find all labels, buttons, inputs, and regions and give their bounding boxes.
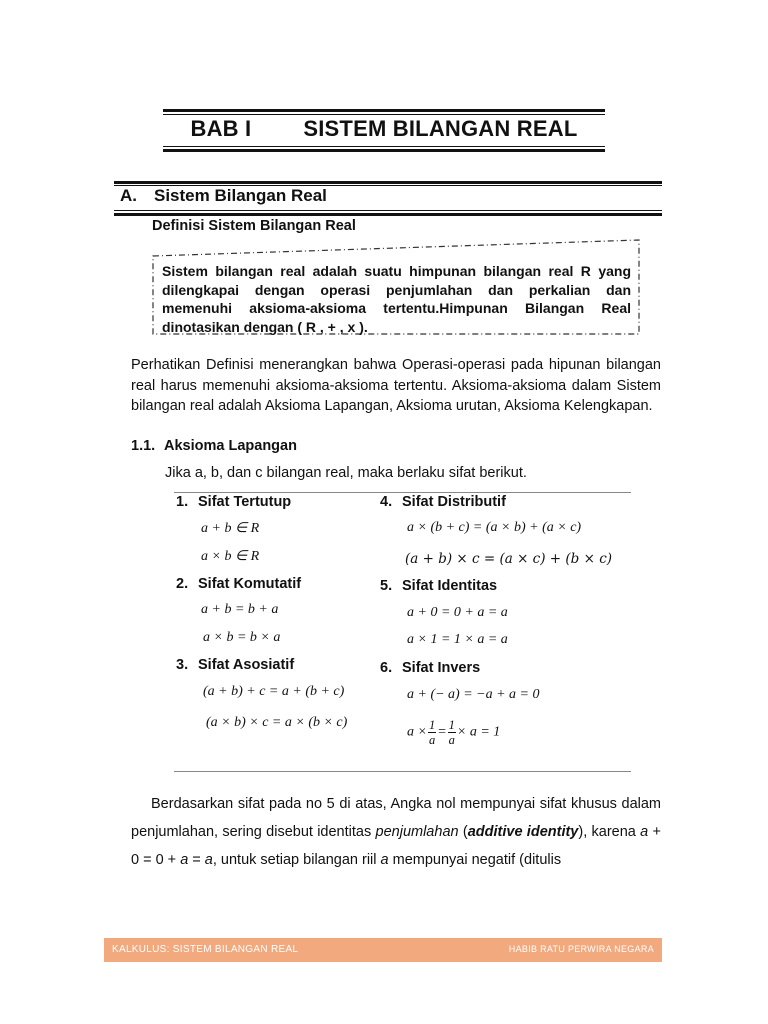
fraction: $\frac{1}{a}$ [448,718,455,747]
chapter-name: SISTEM BILANGAN REAL [303,116,578,141]
formula: a × b = b × a [203,630,281,645]
chapter-number: BAB I [190,116,252,141]
section-heading [120,186,327,206]
formula: a × b ∈ R [201,549,260,564]
fraction: $\frac{1}{a}$ [428,718,436,747]
property-title: 5. Sifat Identitas [380,578,498,594]
section-letter: A. [120,186,137,205]
footer-right: HABIB RATU PERWIRA NEGARA [508,944,654,954]
chapter-rule-top-thick [163,109,605,112]
footer-left: KALKULUS: SISTEM BILANGAN REAL [112,944,299,955]
chapter-rule-bottom-thin [163,146,605,147]
paragraph-axioms: Perhatikan Definisi menerangkan bahwa Operasi-operasi pada hipunan bilangan real harus memenuhi aksioma-aksioma tertentu. Aksioma-aksioma dalam Sistem bilangan real adalah Aksioma Lapangan, Aksioma urutan, Aksioma Kelengkapan. [131,357,661,414]
paragraph-additive-identity: Berdasarkan sifat pada no 5 di atas, Angka nol mempunyai sifat khusus dalam penjumlahan, sering disebut identitas penjumlahan (additive identity), karena a + 0 = 0 + a = a, untuk setiap bilangan riil a mempunyai negatif (ditulis [131,796,662,868]
section-title: Sistem Bilangan Real [154,186,327,205]
formula: a + b ∈ R [201,521,260,536]
formula: (a × b) × c = a × (b × c) [206,715,348,730]
chapter-rule-bottom-thick [163,149,605,152]
property-title: 4. Sifat Distributif [380,494,506,510]
chapter-rule-top-thin [163,114,605,115]
formula: a × 1 = 1 × a = a [407,632,508,647]
definition-text: Sistem bilangan real adalah suatu himpunan bilangan real R yang dilengkapai dengan operasi penjumlahan dan perkalian dan memenuhi aksioma-aksioma tertentu.Himpunan Bilangan Real dinotasikan dengan ( R , + , x ). [162,263,631,335]
subsection-heading [131,438,297,454]
property-title: 1. Sifat Tertutup [176,494,292,510]
formula: a + 0 = 0 + a = a [407,605,508,620]
definition-heading: Definisi Sistem Bilangan Real [152,218,356,234]
formula: a + b = b + a [201,602,279,617]
section-rule-bottom-thin [114,210,662,211]
formula: a × (b + c) = (a × b) + (a × c) [407,520,582,535]
property-title: 2. Sifat Komutatif [176,576,302,592]
subsection-title: Aksioma Lapangan [164,438,297,454]
formula: (a + b) × c = (a × c) + (b × c) [405,551,613,567]
property-title: 3. Sifat Asosiatif [176,657,295,673]
formula: a + (− a) = −a + a = 0 [407,687,540,702]
section-rule-bottom-thick [114,213,662,216]
page-footer [104,938,662,962]
chapter-title [163,116,605,146]
formula: (a + b) + c = a + (b + c) [203,684,345,699]
formula-inverse-multiplication: a × $\frac{1}{a}$ = $\frac{1}{a}$ × a = 1 [407,718,501,747]
section-rule-top-thick [114,181,662,184]
properties-bottom-rule [174,771,631,772]
properties-top-rule [174,492,631,493]
subsection-intro: Jika a, b, dan c bilangan real, maka berlaku sifat berikut. [165,465,527,481]
property-title: 6. Sifat Invers [380,660,481,676]
subsection-number: 1.1. [131,438,156,454]
